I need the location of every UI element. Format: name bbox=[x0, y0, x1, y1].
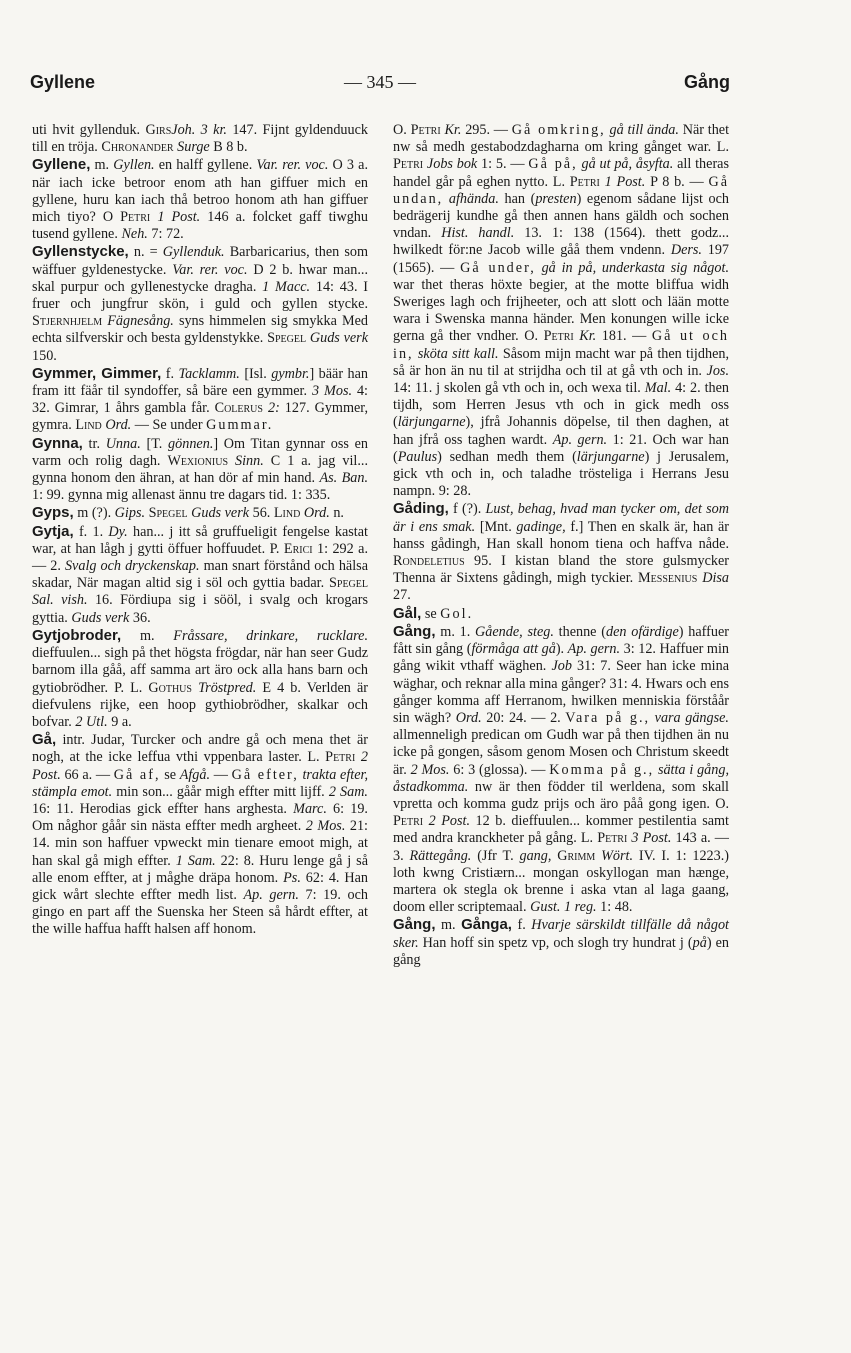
entry-text: 2 Utl. bbox=[75, 713, 108, 730]
entry-text: O Petri bbox=[102, 209, 151, 226]
entry-text: Lust, behag, hvad man tycker om, det som är i ens smak. bbox=[393, 501, 729, 535]
entry-text: Neh. bbox=[121, 226, 148, 243]
header-last-word: Gång bbox=[683, 72, 730, 92]
entry-text: 1 Post. bbox=[157, 209, 201, 226]
entry-text: 6: 19. Om någhor gåår sin nästa effter medh argheet. bbox=[32, 800, 368, 835]
entry-text: 1: 5. — bbox=[477, 156, 529, 173]
entry-text: Wört. bbox=[601, 847, 634, 864]
entry-text: sätta i gång, åstadkomma. bbox=[393, 761, 729, 795]
entry-text: 4: 2. then tijdh, som Herren Jesus vth och in gick medh oss ( bbox=[393, 380, 729, 431]
entry-text: Dy. bbox=[108, 523, 128, 540]
entry-text: Barbaricarius, then som wäffuer gyldenestycke. bbox=[32, 244, 368, 278]
entry-text: en halff gyllene. bbox=[154, 157, 257, 174]
entry-text: 2 Post. bbox=[32, 749, 368, 783]
entry-text: 9 a. bbox=[107, 713, 132, 730]
entry-text: Paulus bbox=[397, 448, 438, 465]
entry-text: 143 a. — 3. bbox=[393, 830, 729, 864]
entry-text: 12 b. dieffuulen... kommer pestilentia samt med andra kranckheter på gång. bbox=[393, 813, 729, 847]
entry-text: 31: 7. Seer han icke mina wäghar, och reknar alla mina gånger? 31: 4. Hwars och ens gånger komma aff Herranom, hwilken menniskia förståår sin wägh? bbox=[393, 658, 729, 726]
entry-text: Job bbox=[551, 658, 572, 675]
entry-text: Fägnesång. bbox=[107, 313, 174, 330]
entry-text: Gående, steg. bbox=[475, 623, 554, 640]
entry-text: 14: 11. j skolen gå vth och in, och wexa til. bbox=[393, 380, 645, 397]
headword: Gymmer, Gimmer, bbox=[32, 364, 162, 382]
entry-text: Girs bbox=[145, 122, 172, 138]
entry-text: ) haffuer fått sin gång ( bbox=[393, 623, 729, 658]
entry-text: gå in på, underkasta sig något. bbox=[541, 259, 729, 276]
headword: Gåding, bbox=[393, 500, 449, 518]
entry-text: 181. — bbox=[596, 328, 652, 345]
entry-text: gå till ända. bbox=[609, 122, 679, 138]
entry-text: Vara på g., bbox=[565, 709, 651, 726]
entry-text: 7: 19. och gingo en part aff the Suenska her Steen så hårdt effter, at the wille haffua hafft halsen aff honom. bbox=[32, 886, 368, 938]
entry-text: lärjungarne bbox=[397, 414, 466, 431]
entry-text: ] Om Titan gynnar oss en varm och rolig dagh. bbox=[32, 435, 368, 469]
dictionary-entry bbox=[393, 500, 729, 604]
entry-text: gymbr. bbox=[271, 365, 310, 382]
entry-text: 36. bbox=[129, 609, 151, 626]
entry-text: allmenneligh predican om Gudh war på then tijdhen än nu icke på gongen, såsom genom Mosen och Christum skeedt är. bbox=[393, 727, 729, 778]
entry-text: se bbox=[421, 605, 441, 622]
entry-text: 3 Post. bbox=[631, 830, 672, 847]
entry-text: presten bbox=[535, 190, 577, 207]
entry-text: 1: 99. gynna mig allenast ännu tre dagars tid. 1: 335. bbox=[32, 487, 331, 504]
entry-text: Gå ut och in, bbox=[393, 328, 729, 362]
entry-text: L. Petri bbox=[307, 749, 356, 766]
entry-text: den ofärdige bbox=[605, 623, 679, 640]
entry-text: Joh. 3 kr. bbox=[171, 122, 227, 138]
entry-text: ) egenom sådane lijst och bedrägerij kundhe gå then annen hans gäldh och sochen vndan. bbox=[393, 190, 729, 242]
entry-text: P 8 b. — bbox=[645, 173, 709, 190]
entry-text: Unna. bbox=[105, 435, 141, 452]
entry-text: f (?). bbox=[448, 501, 486, 518]
entry-text: IV. I. 1: 1223.) loth kwng Cristiærn... mongan oskyllogan man hænge, martera ok stegla ok brenne i aska vtan al laga gaang, doom eller scriptemaal. bbox=[393, 847, 730, 916]
entry-text: Gå undan, bbox=[393, 173, 729, 207]
entry-text: När thet nw så medh gestabodzdagharna om kring gånget war. bbox=[393, 122, 730, 156]
entry-text: Fråssare, drinkare, rucklare. bbox=[173, 627, 368, 644]
entry-text: Jobs bok bbox=[426, 156, 478, 173]
page-header bbox=[30, 72, 730, 96]
headword: Gånga, bbox=[461, 916, 512, 934]
entry-text: 2 Mos. bbox=[305, 818, 346, 835]
entry-text: L. Petri bbox=[393, 139, 729, 173]
entry-text: m. 1. bbox=[435, 623, 476, 640]
entry-text: Svalg och dryckenskap. bbox=[64, 558, 200, 575]
entry-text: Mal. bbox=[644, 380, 672, 397]
entry-text: 6: 3 (glossa). — bbox=[449, 761, 550, 778]
entry-text: nw är then födder til werldena, som skall vpretta och komma gudz prijs och äro påå gong igen. bbox=[393, 778, 729, 812]
entry-text: O. Petri bbox=[524, 328, 574, 345]
entry-text: 20: 24. — 2. bbox=[481, 709, 566, 726]
entry-text: ) sedhan medh them ( bbox=[437, 448, 577, 465]
entry-text: O 3 a. när iach icke betroor enom ath han giffuer mich en gyllene, huru kan iach thå betroo honom ath han giffuer mich tiyo? bbox=[32, 157, 368, 226]
entry-text: uti hvit gyllenduk. bbox=[32, 122, 146, 138]
entry-text: tr. bbox=[82, 435, 106, 452]
entry-text: Guds verk bbox=[309, 330, 369, 347]
entry-text: L. Petri bbox=[580, 830, 628, 847]
entry-text: 3: 12. Haffuer min gång wikit vthaff wäghen. bbox=[393, 641, 729, 675]
entry-text: O. Petri bbox=[393, 795, 729, 830]
entry-text: L. Petri bbox=[552, 173, 600, 190]
dictionary-entry bbox=[32, 365, 368, 435]
entry-text: Ders. bbox=[670, 242, 702, 259]
entry-text: Ap. gern. bbox=[552, 431, 608, 448]
dictionary-entry bbox=[393, 122, 729, 500]
dictionary-entry bbox=[32, 435, 368, 505]
entry-text: Jos. bbox=[706, 362, 729, 379]
entry-text: — bbox=[210, 766, 232, 783]
entry-text: Tacklamm. bbox=[178, 365, 240, 382]
entry-text: 127. Gymmer, gymra. bbox=[32, 400, 369, 434]
entry-text: [T. bbox=[140, 435, 169, 452]
entry-text: 1 Sam. bbox=[175, 852, 216, 869]
header-first-word: Gyllene bbox=[30, 72, 96, 92]
headword: Gyps, bbox=[32, 504, 74, 522]
entry-text: 14: 43. I fruer och jungfrur skön, i guld och gyllen stycke. bbox=[32, 278, 368, 313]
entry-text: (Jfr T. bbox=[471, 847, 520, 864]
entry-text: [Mnt. bbox=[475, 518, 517, 535]
entry-text: Lind bbox=[273, 505, 301, 522]
entry-text: Colerus bbox=[214, 400, 263, 417]
entry-text: D 2 b. hwar man... skal purpur och gyllenestycke dragha. bbox=[32, 261, 368, 295]
entry-text: 22: 8. Huru lenge gå j så alle enom effter, at j måghe dräpa honom. bbox=[32, 852, 368, 886]
right-column bbox=[393, 122, 729, 969]
entry-text: afhända. bbox=[448, 190, 499, 207]
entry-text: Kr. bbox=[579, 328, 597, 345]
entry-text: Tröstpred. bbox=[198, 679, 257, 696]
entry-text: Hist. handl. bbox=[441, 225, 515, 242]
entry-text: m (?). bbox=[73, 505, 115, 522]
entry-text: trakta efter, stämpla emot. bbox=[32, 766, 368, 800]
page-number: — 345 — bbox=[344, 72, 416, 92]
entry-text: ) en gång bbox=[393, 934, 729, 968]
entry-text: sköta sitt kall. bbox=[417, 345, 499, 362]
entry-text: Disa bbox=[702, 570, 730, 587]
entry-text: Ap. gern. bbox=[567, 641, 621, 658]
headword: Gytja, bbox=[32, 522, 74, 540]
headword: Gång, bbox=[393, 916, 436, 934]
entry-text: Chronander bbox=[101, 139, 174, 156]
entry-text: ] bäär han fram itt fäår til syndoffer, så bäre een gymmer. bbox=[32, 365, 368, 400]
entry-text: 62: 4. Han gick wårt slechte effter medh list. bbox=[32, 869, 368, 903]
entry-text: m. bbox=[121, 627, 174, 644]
dictionary-entry bbox=[32, 523, 368, 627]
entry-text: Gyllenduk. bbox=[162, 244, 225, 261]
entry-text: f.] Then en skalk är, han är hanss gådingh, Han skall honom tiena och haffva nåde. bbox=[393, 518, 729, 552]
entry-text: gå ut på, åsyfta. bbox=[581, 156, 674, 173]
entry-text: n. = bbox=[128, 244, 163, 261]
entry-text: Komma på g., bbox=[549, 761, 655, 778]
dictionary-entry bbox=[32, 731, 368, 938]
dictionary-entry bbox=[32, 627, 368, 731]
entry-text: Gips. bbox=[114, 505, 146, 522]
entry-text: Gummar. bbox=[206, 417, 274, 434]
entry-text: 1: 292 a. — 2. bbox=[32, 540, 369, 575]
entry-text bbox=[228, 453, 235, 469]
left-column bbox=[32, 122, 368, 939]
entry-text: Gå omkring, bbox=[511, 122, 606, 138]
entry-text: Grimm bbox=[557, 847, 596, 864]
dictionary-entry bbox=[393, 916, 729, 969]
entry-text: Gust. 1 reg. bbox=[530, 899, 597, 916]
entry-text: 27. bbox=[393, 587, 411, 604]
entry-text: 1 Macc. bbox=[262, 278, 311, 295]
entry-text: 197 (1565). — bbox=[393, 242, 729, 276]
entry-text: Marc. bbox=[293, 800, 327, 817]
entry-text: 1 Post. bbox=[604, 173, 646, 190]
entry-text: 3 Mos. bbox=[312, 383, 353, 400]
headword: Gyllene, bbox=[32, 156, 91, 174]
dictionary-entry bbox=[32, 156, 368, 243]
entry-text: Rättegång. bbox=[409, 847, 472, 864]
entry-text: 1: 48. bbox=[596, 899, 633, 916]
entry-text: 1: 21. Och war han ( bbox=[393, 431, 729, 465]
entry-text: 2 Mos. bbox=[410, 761, 450, 778]
entry-text: Var. rer. voc. bbox=[256, 157, 329, 174]
entry-text: Lind bbox=[75, 417, 102, 434]
entry-text: Spegel bbox=[329, 575, 368, 592]
entry-text: f. bbox=[161, 365, 179, 382]
dictionary-entry bbox=[393, 605, 729, 623]
headword: Gytjobroder, bbox=[32, 626, 122, 644]
entry-text: 56. bbox=[249, 505, 274, 522]
headword: Gynna, bbox=[32, 434, 83, 452]
entry-text: 150. bbox=[32, 347, 57, 364]
entry-text: Ord. bbox=[303, 505, 330, 522]
entry-text: på bbox=[692, 934, 707, 951]
entry-text: intr. Judar, Turcker och andre gå och mena thet är nogh, at the icke leffua vthi vppenbara laster. bbox=[32, 732, 368, 766]
entry-text: Ord. bbox=[105, 417, 132, 434]
entry-text: 7: 72. bbox=[147, 226, 184, 243]
entry-text: gadinge, bbox=[516, 518, 566, 535]
entry-text: Gyllen. bbox=[113, 157, 155, 174]
entry-text: As. Ban. bbox=[319, 470, 368, 487]
entry-text: 95. I kistan bland the store gulsmycker Thenna är Sixtens gådingh, migh tyckier. bbox=[393, 553, 729, 587]
entry-text: O. Petri bbox=[393, 122, 441, 138]
entry-text: f. 1. bbox=[73, 523, 109, 540]
entry-text: Gå af, bbox=[113, 766, 161, 783]
entry-text: han ( bbox=[498, 190, 536, 207]
entry-text: 2: bbox=[267, 400, 280, 417]
entry-text: — Se under bbox=[131, 417, 207, 434]
entry-text: Han hoff sin spetz vp, och slogh try hundrat j ( bbox=[418, 934, 693, 951]
entry-text: min son... gåår migh effter mitt lijff. bbox=[112, 783, 329, 800]
entry-text: man snart förstånd och hälsa skadar, När magan altid sig i söl och gyttia badar. bbox=[32, 558, 368, 592]
entry-text: thenne ( bbox=[553, 623, 606, 640]
entry-text: all theras handel går på eghen nytto. bbox=[393, 156, 729, 190]
entry-text: ) j Jerusalem, gick vth och in, och taladhe trösteliga i Herrans Jesu nampn. 9: 28. bbox=[393, 448, 729, 500]
entry-text: Ord. bbox=[455, 709, 482, 726]
entry-text: gönnen. bbox=[168, 435, 214, 452]
entry-text: m. bbox=[90, 157, 114, 174]
entry-text: 295. — bbox=[461, 122, 512, 138]
entry-text: Gå på, bbox=[528, 156, 578, 173]
entry-text: Såsom mijn macht war på then tijdhen, så är hon än nu til at strijdha och til at gå vth och in. bbox=[393, 345, 730, 379]
entry-text: P. L. Gothus bbox=[114, 679, 192, 696]
entry-text: vara gängse. bbox=[654, 709, 729, 726]
entry-text: Stjernhjelm bbox=[32, 313, 103, 330]
entry-text: se bbox=[160, 766, 180, 783]
entry-text: Spegel bbox=[148, 505, 188, 522]
entry-text: Ap. gern. bbox=[243, 886, 299, 903]
entry-text: Sal. vish. bbox=[32, 592, 88, 609]
entry-text: Gå under, bbox=[460, 259, 536, 276]
entry-text: 16. Fördiupa sig i sööl, i svalg och krogars gyttia. bbox=[32, 592, 368, 626]
entry-text: syns himmelen sig smykka Med echta silfverskir och besta gyldenstykke. bbox=[32, 313, 369, 347]
entry-text: dieffuulen... sigh på thet högsta frögdar, när han seer Gudz barnom illa gåå, aff samma art äro ock alla hans barn och gytiobrödher. bbox=[32, 645, 368, 696]
entry-text: m. bbox=[435, 917, 462, 934]
entry-text: 2 Post. bbox=[428, 813, 471, 830]
entry-text: förmåga att gå bbox=[471, 641, 556, 658]
entry-text: [Isl. bbox=[239, 365, 272, 382]
entry-text: 146 a. folcket gaff tiwghu tusend gyllene. bbox=[32, 209, 368, 243]
entry-text: war thet theras höxte begier, at the motte bliffua widh Sweriges lagh och frijheeter, och att slott och lään motte wara i Swenska manna händer. Men konungen wille icke gerna gå ther vndher. bbox=[393, 276, 729, 345]
entry-text: Sinn. bbox=[235, 452, 264, 469]
headword: Gyllenstycke, bbox=[32, 243, 129, 261]
headword: Gå, bbox=[32, 731, 57, 749]
entry-text: 16: 11. Herodias gick effter hans arghesta. bbox=[32, 800, 294, 817]
entry-text: ), jfrå Johannis döpelse, til then daghen, at han jfrå oss taghen wardt. bbox=[393, 414, 729, 448]
headword: Gång, bbox=[393, 622, 436, 640]
entry-text: ). bbox=[555, 641, 568, 658]
dictionary-entry bbox=[393, 623, 729, 916]
dictionary-entry bbox=[32, 122, 368, 156]
entry-text: 4: 32. Gimrar, 1 åhrs gambla får. bbox=[32, 383, 368, 417]
entry-text: Wexionius bbox=[167, 452, 229, 469]
entry-text: 21: 14. min son haffuer vpweckt min tienare emoot migh, at han skal gå migh effter. bbox=[32, 818, 369, 869]
entry-text: Hvarje särskildt tillfälle då något sker. bbox=[393, 917, 729, 951]
entry-text: P. Erici bbox=[269, 540, 313, 557]
entry-text: f. bbox=[511, 917, 532, 934]
entry-text: C 1 a. jag vil... gynna honom den ähran, at han dör af min hand. bbox=[32, 452, 368, 487]
entry-text: Afgå. bbox=[179, 766, 211, 783]
entry-text: Var. rer. voc. bbox=[172, 261, 248, 278]
entry-text: lärjungarne bbox=[576, 448, 645, 465]
entry-text: 147. Fijnt gyldenduuck till en tröja. bbox=[32, 122, 368, 156]
dictionary-entry bbox=[32, 504, 368, 522]
entry-text: han... j itt så gruffueligit fengelse kastat war, at han lågh j gytti öffuer hoffuudet. bbox=[32, 523, 368, 557]
entry-text: Guds verk bbox=[191, 505, 250, 522]
entry-text: Spegel bbox=[267, 330, 307, 347]
entry-text: B 8 b. bbox=[209, 139, 248, 156]
entry-text: 13. 1: 138 (1564). thett godz... hwilkedt för:ne Jacob wille gåå them vndenn. bbox=[393, 225, 729, 259]
entry-text: 66 a. — bbox=[60, 766, 114, 783]
entry-text: Gå efter, bbox=[231, 766, 299, 783]
dictionary-entry bbox=[32, 243, 368, 364]
entry-text: Kr. bbox=[444, 122, 462, 138]
entry-text: E 4 b. Verlden är diefvulens rijke, een hoop gythiobrödher, skalkar och bofvar. bbox=[32, 679, 368, 730]
entry-text: Rondeletius bbox=[393, 553, 465, 570]
entry-text: Messenius bbox=[638, 570, 698, 587]
entry-text: Gol. bbox=[440, 605, 474, 622]
entry-text: gang, bbox=[519, 847, 552, 864]
entry-text: 2 Sam. bbox=[328, 783, 368, 800]
entry-text: Surge bbox=[177, 139, 210, 156]
entry-text: Guds verk bbox=[71, 609, 130, 626]
entry-text: n. bbox=[329, 505, 344, 522]
headword: Gål, bbox=[393, 604, 422, 622]
entry-text: Ps. bbox=[283, 869, 301, 886]
